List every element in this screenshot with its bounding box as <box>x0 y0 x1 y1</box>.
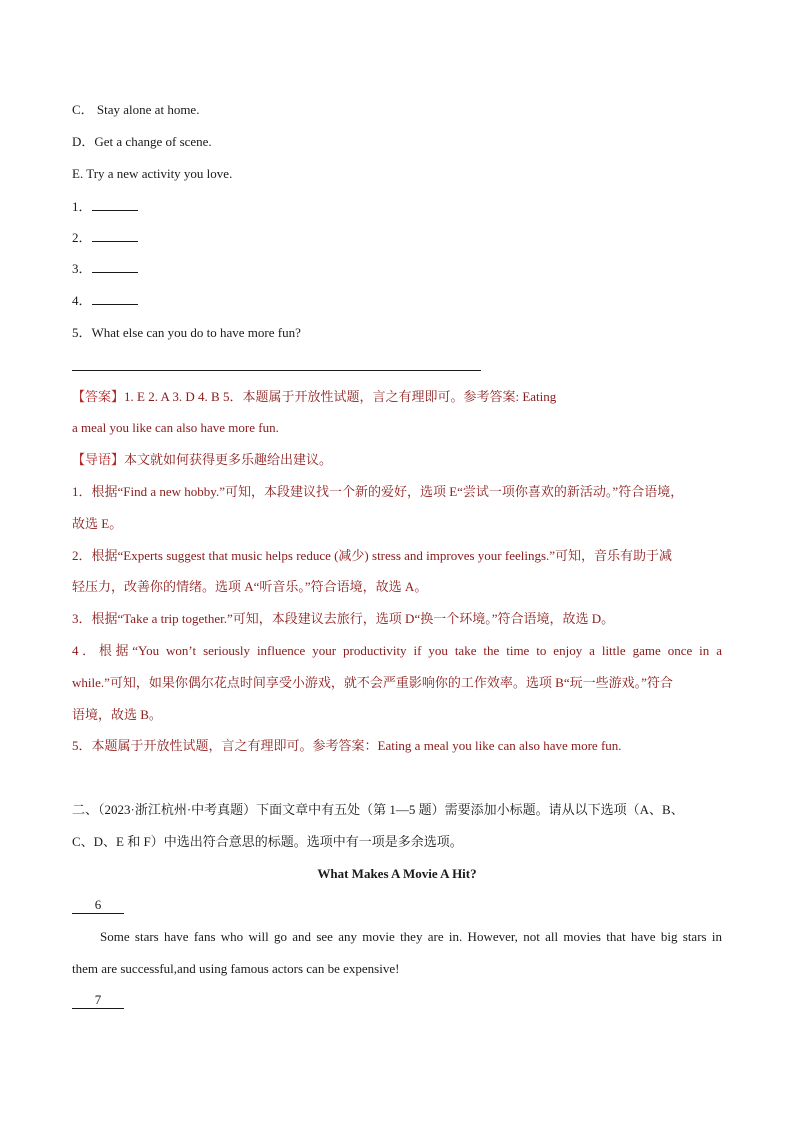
answer-blank-3: 3． <box>72 260 138 278</box>
explanation-4b: while.”可知，如果你偶尔花点时间享受小游戏，就不会严重影响你的工作效率。选项 B“玩一些游戏。”符合 <box>72 675 673 690</box>
explanation-3: 3．根据“Take a trip together.”可知，本段建议去旅行，选项 D“换一个环境。”符合语境，故选 D。 <box>72 611 615 626</box>
passage-title: What Makes A Movie A Hit? <box>317 866 477 881</box>
explanation-1a: 1．根据“Find a new hobby.”可知，本段建议找一个新的爱好，选项 E“尝试一项你喜欢的新活动。”符合语境， <box>72 484 684 499</box>
section2-instructions-2: C、D、E 和 F）中选出符合意思的标题。选项中有一项是多余选项。 <box>72 834 463 849</box>
explanation-4c: 语境，故选 B。 <box>72 707 162 722</box>
passage-paragraph-line-1: Some stars have fans who will go and see any movie they are in. However, not all movies that have big stars in <box>100 929 722 944</box>
explanation-2b: 轻压力，改善你的情绪。选项 A“听音乐。”符合语境，故选 A。 <box>72 579 428 594</box>
answer-blank-4: 4． <box>72 292 138 310</box>
explanation-5: 5．本题属于开放性试题，言之有理即可。参考答案：Eating a meal you like can also have more fun. <box>72 738 622 753</box>
option-d: D．Get a change of scene. <box>72 134 212 149</box>
answer-blank-1: 1． <box>72 198 138 216</box>
explanation-4a: 4．根据“You won’t seriously influence your productivity if you take the time to enjoy a little game once in a <box>72 643 722 658</box>
heading-blank-6: 6 <box>72 897 124 914</box>
heading-blank-7: 7 <box>72 992 124 1009</box>
answer-blank-2: 2． <box>72 229 138 247</box>
guide-line: 【导语】本文就如何获得更多乐趣给出建议。 <box>72 452 333 467</box>
answer-line-1: 【答案】1. E 2. A 3. D 4. B 5．本题属于开放性试题，言之有理即可。参考答案: Eating <box>72 389 557 404</box>
option-c: C． Stay alone at home. <box>72 102 200 117</box>
option-e: E. Try a new activity you love. <box>72 166 233 181</box>
explanation-1b: 故选 E。 <box>72 516 123 531</box>
answer-line-2: a meal you like can also have more fun. <box>72 420 279 435</box>
answer-label: 【答案】 <box>72 389 125 404</box>
question-5: 5．What else can you do to have more fun? <box>72 325 301 340</box>
guide-label: 【导语】 <box>72 452 125 467</box>
explanation-2a: 2．根据“Experts suggest that music helps reduce (减少) stress and improves your feelings.”可知，音乐有助于减 <box>72 548 673 563</box>
answer-line <box>72 370 481 371</box>
section2-instructions-1: 二、（2023·浙江杭州·中考真题）下面文章中有五处（第 1—5 题）需要添加小标题。请从以下选项（A、B、 <box>72 802 684 817</box>
passage-paragraph-line-2: them are successful,and using famous actors can be expensive! <box>72 961 400 976</box>
